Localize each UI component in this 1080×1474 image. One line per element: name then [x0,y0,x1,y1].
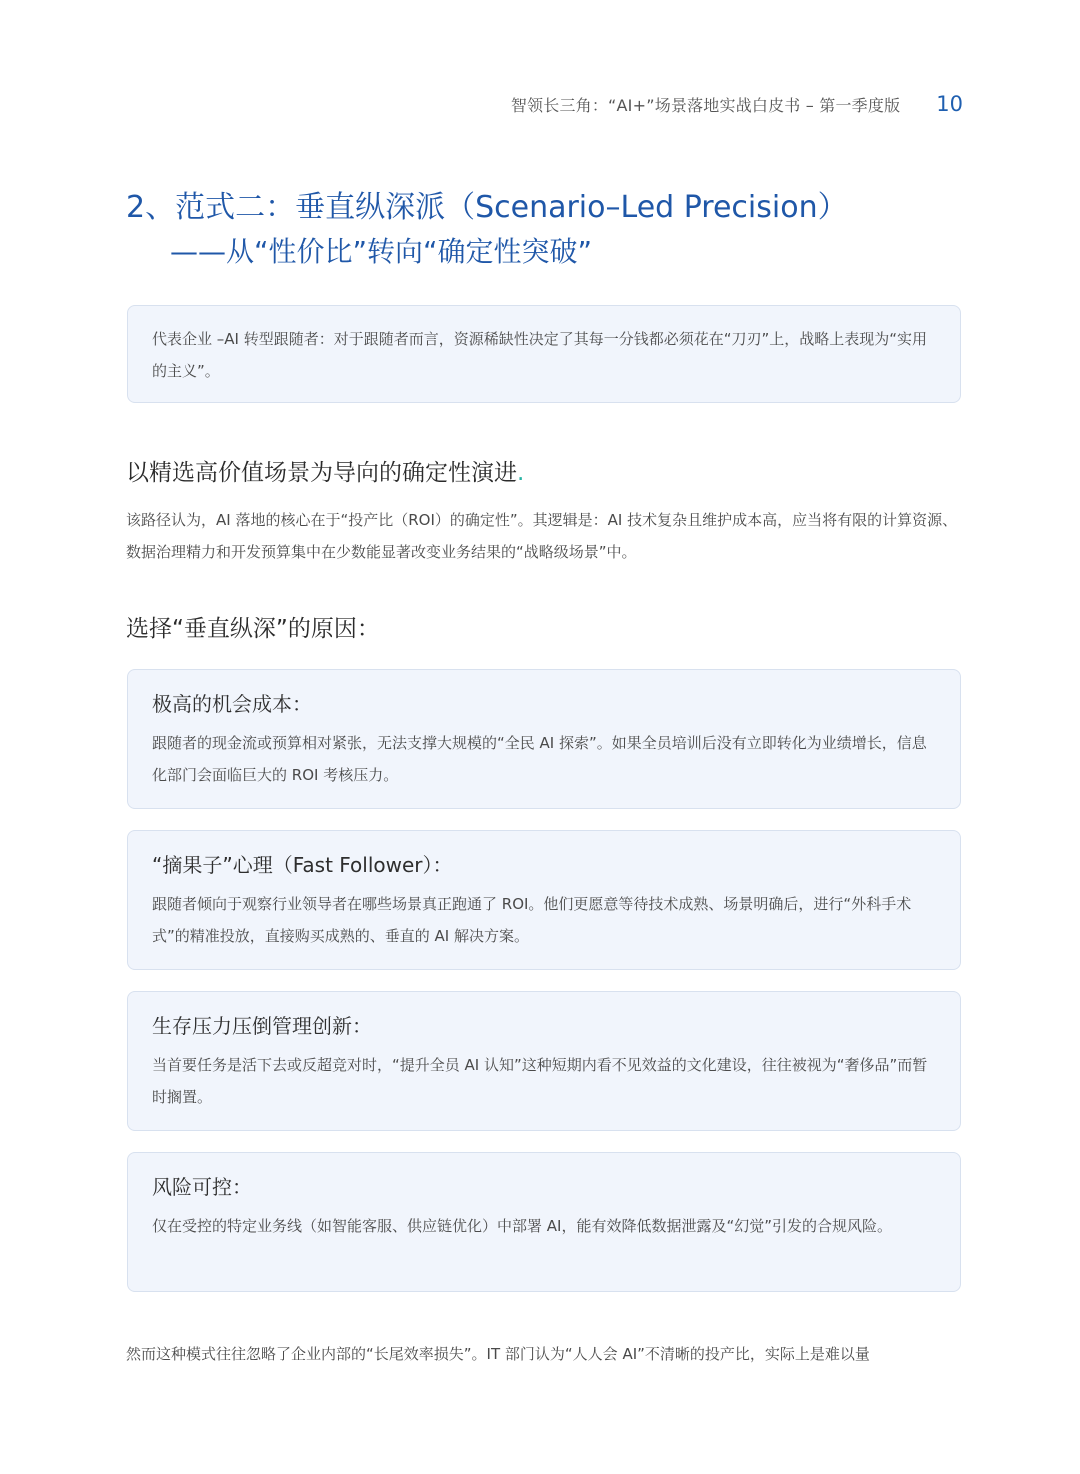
section-title-line1: 2、范式二：垂直纵深派（Scenario–Led Precision） [126,190,848,225]
heading-reasons: 选择“垂直纵深”的原因： [126,616,380,642]
heading-dot: . [517,460,525,486]
reason-text: 跟随者的现金流或预算相对紧张，无法支撑大规模的“全民 AI 探索”。如果全员培训后没有立即转化为业绩增长，信息化部门会面临巨大的 ROI 考核压力。 [152,734,927,784]
paragraph-roi: 该路径认为，AI 落地的核心在于“投产比（ROI）的确定性”。其逻辑是：AI 技术复杂且维护成本高，应当将有限的计算资源、数据治理精力和开发预算集中在少数能显著改变业务结果的“战略级场景”中。 [126,511,958,561]
heading-selected-scenarios [126,454,524,487]
reason-title: 生存压力压倒管理创新： [152,1014,372,1038]
header-title: 智领长三角：“AI+”场景落地实战白皮书 – 第一季度版 [510,95,901,115]
reason-text: 当首要任务是活下去或反超竞对时，“提升全员 AI 认知”这种短期内看不见效益的文化建设，往往被视为“奢侈品”而暂时搁置。 [152,1056,928,1106]
page-header [511,92,963,116]
reason-title: 极高的机会成本： [152,692,312,716]
reason-title: “摘果子”心理（Fast Follower）： [152,853,453,877]
heading-text: 以精选高价值场景为导向的确定性演进 [126,460,517,486]
reason-card [127,830,961,970]
page-number: 10 [936,92,963,116]
reason-card [127,1152,961,1292]
section-title-line2: ——从“性价比”转向“确定性突破” [170,235,593,268]
intro-box [127,305,961,403]
reason-card [127,991,961,1131]
reason-card [127,669,961,809]
intro-text: 代表企业 –AI 转型跟随者：对于跟随者而言，资源稀缺性决定了其每一分钱都必须花在“刀刃”上，战略上表现为“实用的主义”。 [152,330,928,380]
paragraph-long-tail: 然而这种模式往往忽略了企业内部的“长尾效率损失”。IT 部门认为“人人会 AI”不清晰的投产比，实际上是难以量 [126,1345,870,1363]
reason-title: 风险可控： [152,1175,252,1199]
reason-text: 跟随者倾向于观察行业领导者在哪些场景真正跑通了 ROI。他们更愿意等待技术成熟、场景明确后，进行“外科手术式”的精准投放，直接购买成熟的、垂直的 AI 解决方案。 [152,895,912,945]
section-title [126,186,966,274]
reason-text: 仅在受控的特定业务线（如智能客服、供应链优化）中部署 AI，能有效降低数据泄露及“幻觉”引发的合规风险。 [152,1217,893,1235]
